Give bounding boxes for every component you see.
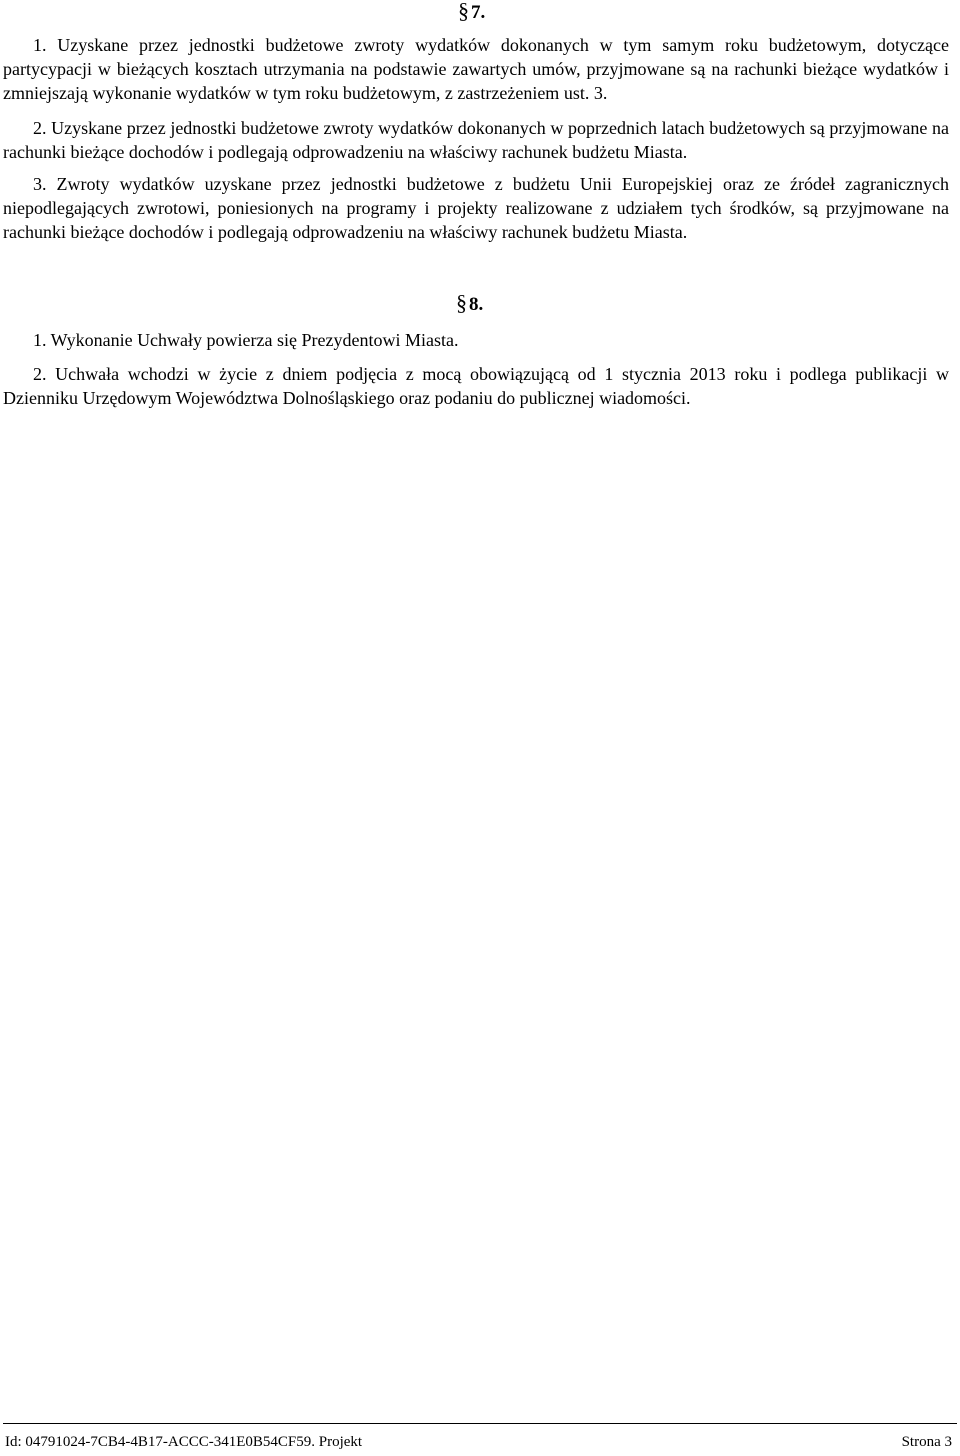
section-number: 7. [471, 2, 486, 23]
section-number: 8. [469, 294, 484, 315]
paragraph-8-2: 2. Uchwała wchodzi w życie z dniem podjęcia z mocą obowiązującą od 1 stycznia 2013 roku i podlega publikacji w Dzienniku Urzędowym Województwa Dolnośląskiego oraz podaniu do publicznej wiadomości. [3, 364, 949, 408]
footer-document-id: Id: 04791024-7CB4-4B17-ACCC-341E0B54CF59. Projekt [5, 1434, 363, 1450]
section-heading-8 [456, 292, 483, 316]
footer-divider [3, 1423, 957, 1424]
section-heading-7 [458, 0, 485, 24]
footer-page-number: Strona 3 [901, 1434, 952, 1450]
section-sign: § [456, 290, 467, 315]
paragraph-8-1: 1. Wykonanie Uchwały powierza się Prezydentowi Miasta. [33, 330, 459, 350]
paragraph-7-2: 2. Uzyskane przez jednostki budżetowe zwroty wydatków dokonanych w poprzednich latach budżetowych są przyjmowane na rachunki bieżące dochodów i podlegają odprowadzeniu na właściwy rachunek budżetu Miasta. [3, 118, 949, 162]
paragraph-7-3: 3. Zwroty wydatków uzyskane przez jednostki budżetowe z budżetu Unii Europejskiej oraz ze źródeł zagranicznych niepodlegających zwrotowi, poniesionych na programy i projekty realizowane z udziałem tych środków, są przyjmowane na rachunki bieżące dochodów i podlegają odprowadzeniu na właściwy rachunek budżetu Miasta. [3, 174, 949, 242]
section-sign: § [458, 0, 469, 23]
paragraph-7-1: 1. Uzyskane przez jednostki budżetowe zwroty wydatków dokonanych w tym samym roku budżetowym, dotyczące partycypacji w bieżących kosztach utrzymania na podstawie zawartych umów, przyjmowane są na rachunki bieżące wydatków i zmniejszają wykonanie wydatków w tym roku budżetowym, z zastrzeżeniem ust. 3. [3, 35, 949, 103]
